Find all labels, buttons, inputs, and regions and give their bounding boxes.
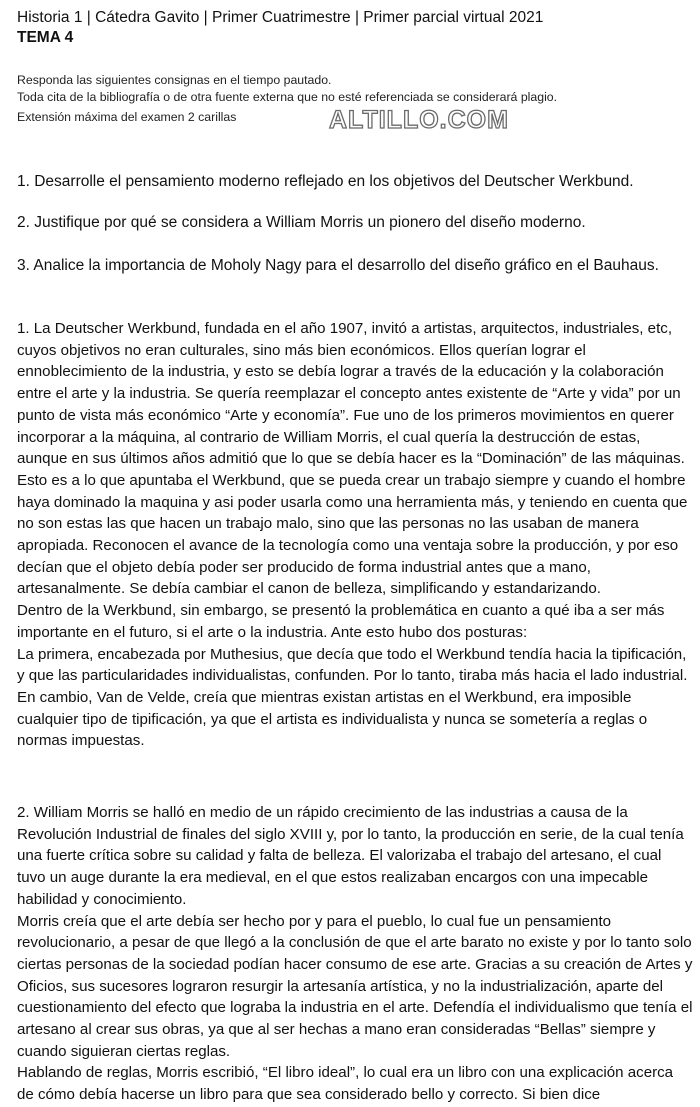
- instruction-line: Toda cita de la bibliografía o de otra fuente externa que no esté referenciada se considerará plagio.: [17, 90, 558, 104]
- instruction-line: Extensión máxima del examen 2 carillas: [17, 110, 237, 124]
- answer-paragraph: La primera, encabezada por Muthesius, que decía que todo el Werkbund tendía hacia la tipificación, y que las particularidades individualistas, confunden. Por lo tanto, tiraba más hacia el lado industrial. En cambio, Van de Velde, creía que mientras existan artistas en el Werkbund, era imposible cualquier tipo de tipificación, ya que el artista es individualista y nunca se sometería a reglas o normas impuestas.: [17, 645, 688, 750]
- question-1: 1. Desarrolle el pensamiento moderno reflejado en los objetivos del Deutscher Werkbund.: [17, 173, 634, 190]
- exam-header-title: Historia 1 | Cátedra Gavito | Primer Cuatrimestre | Primer parcial virtual 2021: [17, 9, 544, 26]
- answer-paragraph: Morris creía que el arte debía ser hecho por y para el pueblo, lo cual fue un pensamiento revolucionario, a pesar de que llegó a la conclusión de que el arte barato no existe y por lo tanto solo ciertas personas de la sociedad podían hacer consumo de ese arte. Gracias a su creación de Artes y Oficios, sus sucesores lograron resurgir la artesanía artística, y no la industrialización, aparte del cuestionamiento del efecto que lograba la industria en el arte. Defendía el individualismo que tenía el artesano al crear sus obras, ya que al ser hechas a mano eran consideradas “Bellas” siempre y cuando siguieran ciertas reglas.: [17, 912, 693, 1060]
- question-3: 3. Analice la importancia de Moholy Nagy para el desarrollo del diseño gráfico en el Bauhaus.: [17, 257, 659, 274]
- answer-paragraph: 2. William Morris se halló en medio de un rápido crecimiento de las industrias a causa de la Revolución Industrial de finales del siglo XVIII y, por lo tanto, la producción en serie, de la cual tenía una fuerte crítica sobre su calidad y falta de belleza. El valorizaba el trabajo del artesano, el cual tuvo un auge durante la era medieval, en el que estos realizaban encargos con una impecable habilidad y conocimiento.: [17, 804, 684, 908]
- instruction-line: Responda las siguientes consignas en el tiempo pautado.: [17, 73, 332, 87]
- tema-label: TEMA 4: [17, 29, 74, 46]
- answer-paragraph: 1. La Deutscher Werkbund, fundada en el año 1907, invitó a artistas, arquitectos, industriales, etc, cuyos objetivos no eran culturales, sino más bien económicos. Ellos querían lograr el ennoblecimiento de la industria, y esto se debía lograr a través de la educación y la colaboración entre el arte y la industria. Se quería reemplazar el concepto antes existente de “Arte y vida” por un punto de vista más económico “Arte y economía”. Fue uno de los primeros movimientos en querer incorporar a la máquina, al contrario de William Morris, el cual quería la destrucción de estas, aunque en sus últimos años admitió que lo que se debía hacer es la “Dominación” de las máquinas. Esto es a lo que apuntaba el Werkbund, que se pueda crear un trabajo siempre y cuando el hombre haya dominado la maquina y asi poder usarla como una herramienta más, y teniendo en cuenta que no son estas las que hacen un trabajo malo, sino que las personas no las usaban de manera apropiada. Reconocen el avance de la tecnología como una ventaja sobre la producción, y por eso decían que el objeto debía poder ser producido de forma industrial antes que a mano, artesanalmente. Se debía cambiar el canon de belleza, simplificando y estandarizando.: [17, 320, 688, 598]
- answer-2: [17, 802, 693, 1106]
- question-2: 2. Justifique por qué se considera a William Morris un pionero del diseño moderno.: [17, 214, 586, 231]
- answer-paragraph: Hablando de reglas, Morris escribió, “El libro ideal”, lo cual era un libro con una explicación acerca de cómo debía hacerse un libro para que sea considerado bello y correcto. Si bien dice: [17, 1064, 674, 1104]
- altillo-watermark: ALTILLO.COM: [329, 106, 509, 134]
- answer-paragraph: Dentro de la Werkbund, sin embargo, se presentó la problemática en cuanto a qué iba a ser más importante en el futuro, si el arte o la industria. Ante esto hubo dos posturas:: [17, 602, 665, 641]
- answer-1: [17, 318, 693, 752]
